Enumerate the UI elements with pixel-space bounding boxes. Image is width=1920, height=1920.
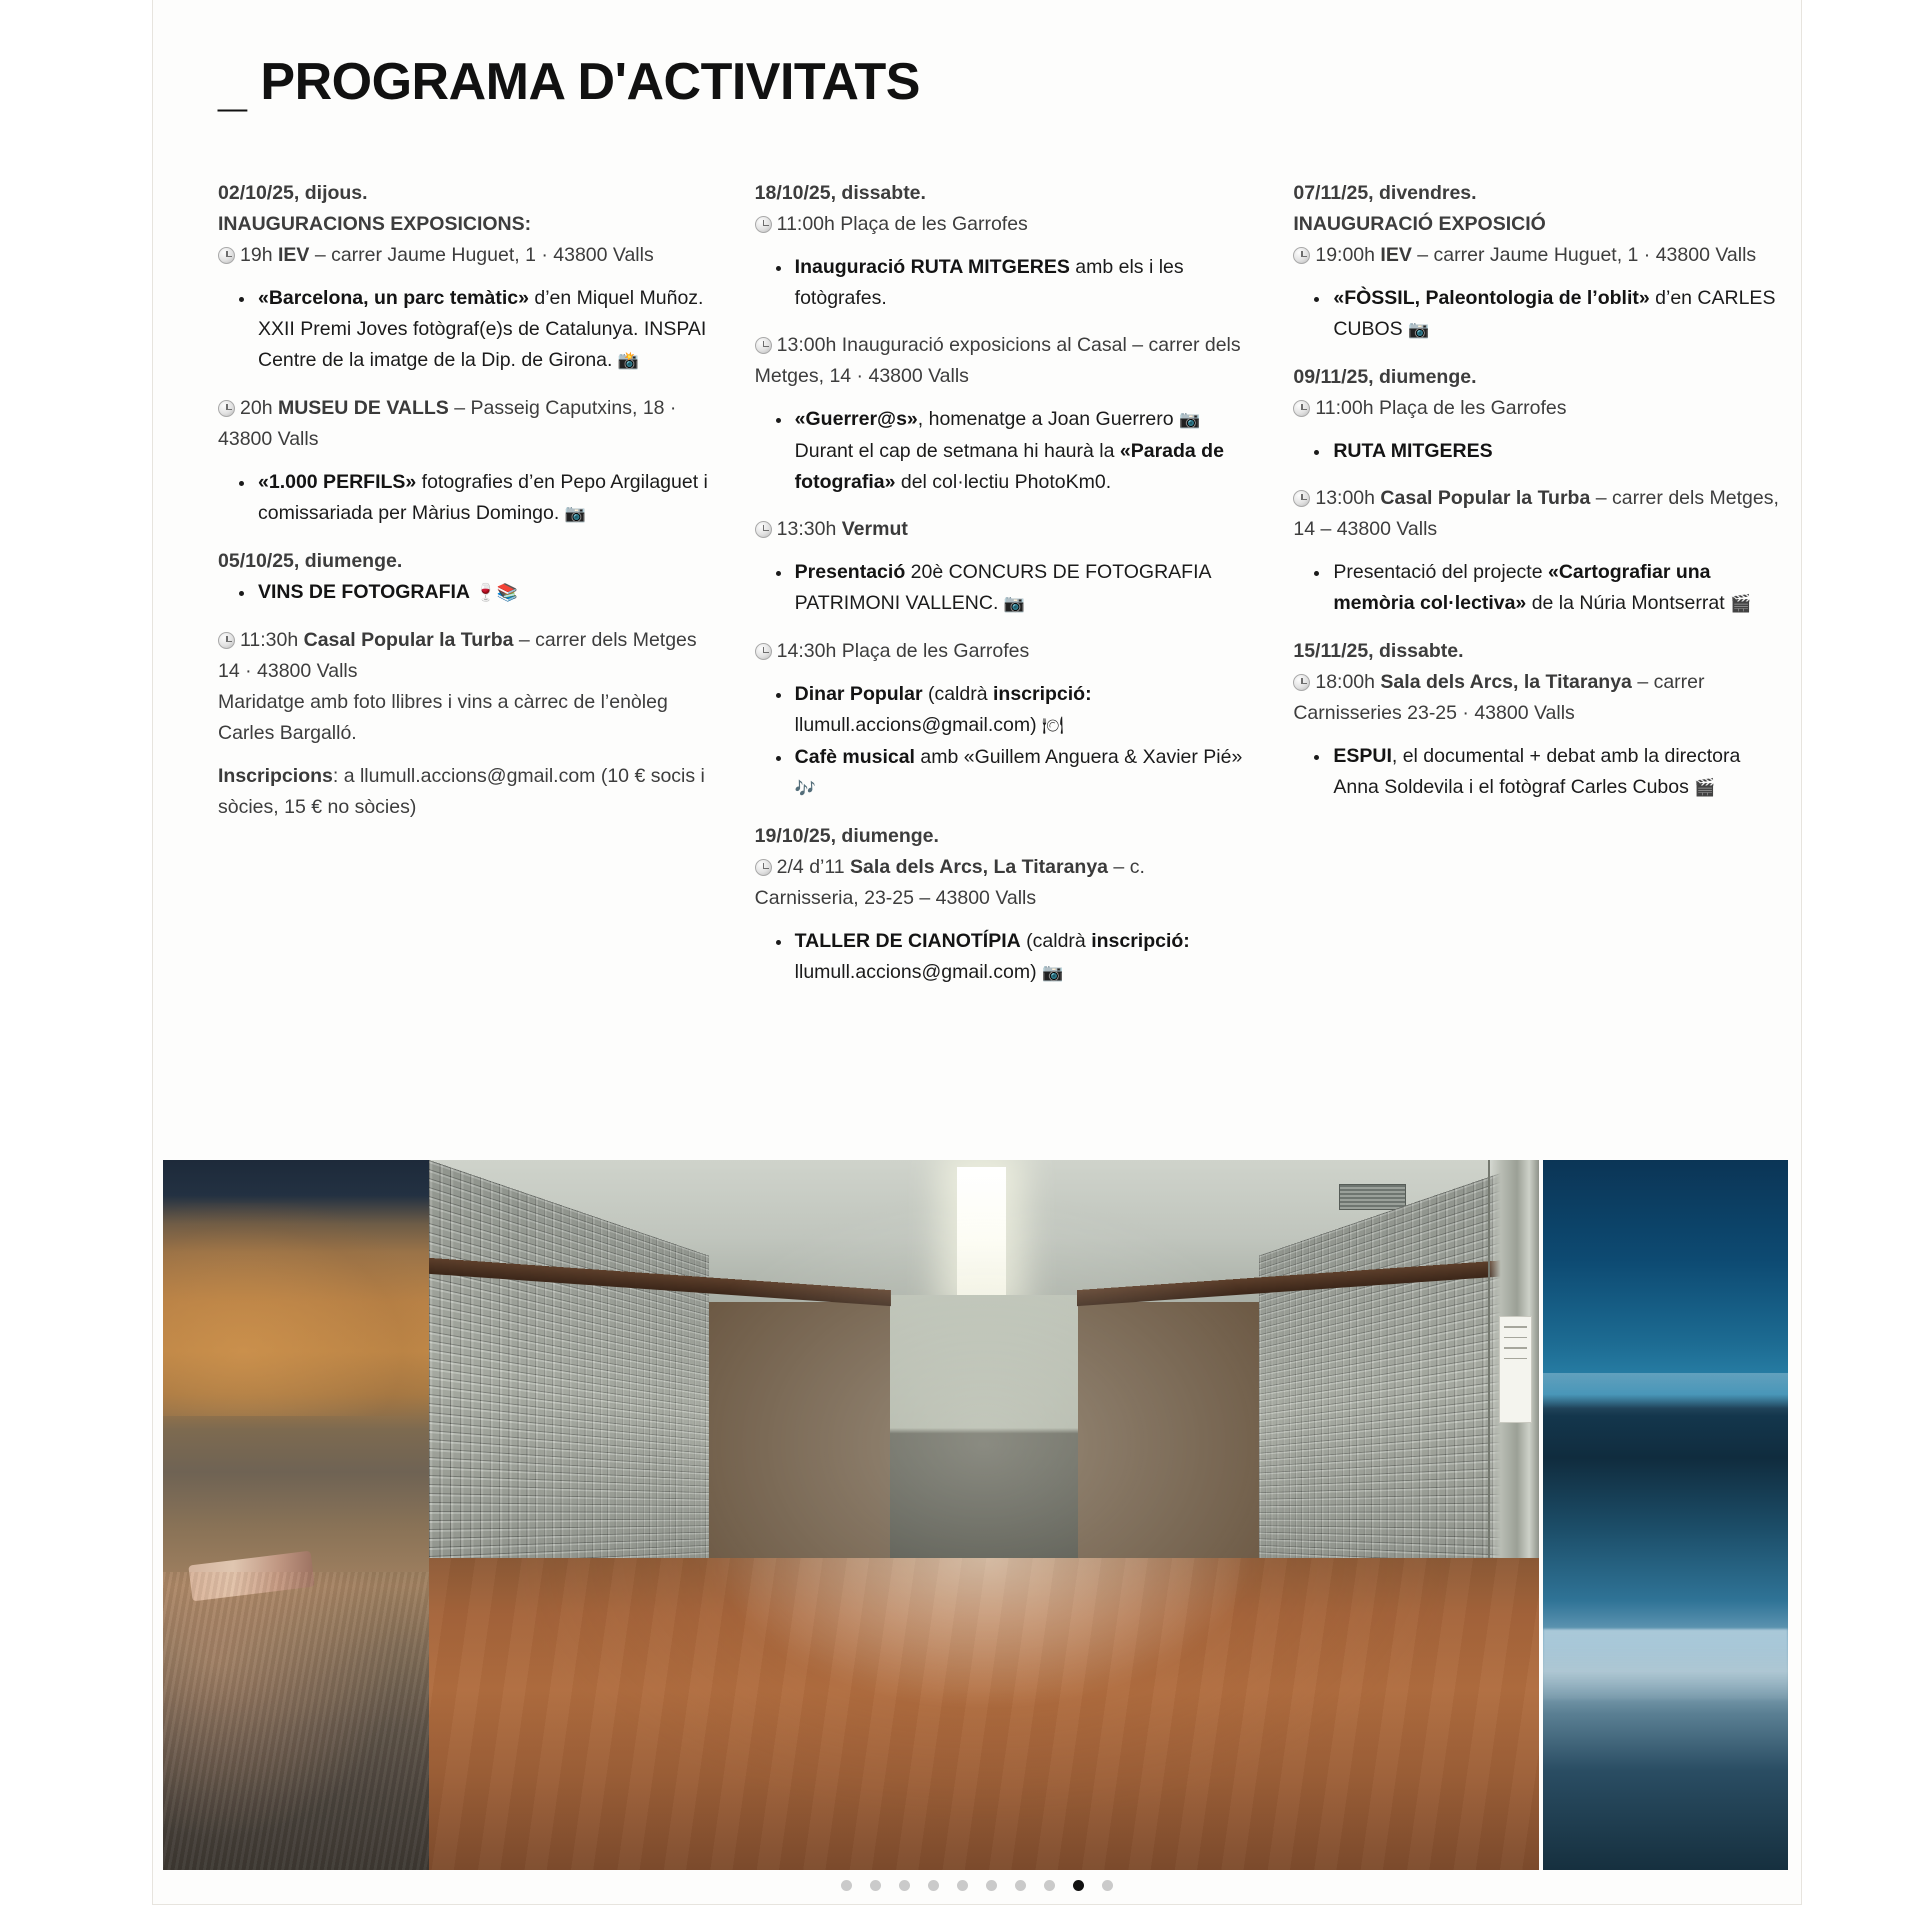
- list-item: [793, 252, 1246, 314]
- carousel-dot-8[interactable]: [1044, 1880, 1055, 1891]
- item-rest: , homenatge a Joan Guerrero: [917, 408, 1180, 430]
- date-heading: 15/11/25, dissabte.: [1293, 640, 1464, 662]
- clock-icon: [755, 216, 772, 233]
- carousel-dot-9[interactable]: [1073, 1880, 1084, 1891]
- clock-icon: [755, 859, 772, 876]
- time-text: 13:00h: [1315, 487, 1375, 509]
- notice-sheet: [1499, 1316, 1531, 1423]
- image-gallery[interactable]: [152, 1160, 1802, 1870]
- venue-rest: – carrer Carnisseries 23-25 · 43800 Valls: [1293, 671, 1705, 724]
- column-3: [1293, 178, 1802, 1005]
- clock-icon: [218, 400, 235, 417]
- item-rest: fotografies d’en Pepo Argilaguet i comissariada per Màrius Domingo.: [258, 471, 708, 524]
- ceiling-light: [957, 1167, 1006, 1298]
- page-title: [218, 52, 920, 117]
- venue-line: [218, 393, 709, 455]
- item-rest2: llumull.accions@gmail.com): [794, 961, 1043, 983]
- bullet-list: [1293, 283, 1784, 346]
- item-extra-tail: del col·lectiu PhotoKm0.: [895, 471, 1112, 493]
- item-rest: , el documental + debat amb la directora Anna Soldevila i el fotògraf Carles Cubos: [1333, 745, 1741, 798]
- item-rest: Presentació del projecte: [1333, 561, 1548, 583]
- item-lead: RUTA MITGERES: [1333, 440, 1493, 462]
- item-rest: d’en CARLES CUBOS: [1333, 287, 1776, 340]
- inscriptions-line: [218, 761, 709, 823]
- carousel-dot-4[interactable]: [928, 1880, 939, 1891]
- bullet-list: [755, 404, 1246, 498]
- venue-rest: – carrer Jaume Huguet, 1 · 43800 Valls: [309, 244, 654, 266]
- time-text: 11:00h: [1315, 397, 1374, 419]
- time-text: 13:30h: [776, 518, 837, 540]
- camera-icon: 📷: [1408, 320, 1430, 340]
- list-item: [1331, 557, 1784, 620]
- time-text: 11:30h: [240, 629, 299, 651]
- venue-line: [218, 240, 709, 271]
- clock-icon: [218, 632, 235, 649]
- item-bold2: inscripció:: [1091, 930, 1190, 952]
- item-rest2: de la Núria Montserrat: [1526, 592, 1731, 614]
- venue-rest: Plaça de les Garrofes: [841, 640, 1030, 662]
- item-bold2: inscripció:: [992, 683, 1092, 705]
- venue-line: [1293, 667, 1784, 729]
- page-content: [152, 0, 1802, 1905]
- item-lead: Cafè musical: [794, 746, 915, 768]
- time-text: 14:30h: [776, 640, 837, 662]
- floor: [429, 1558, 1539, 1870]
- venue-name: IEV: [277, 244, 310, 266]
- item-lead: Inauguració RUTA MITGERES: [794, 256, 1070, 278]
- venue-rest: – carrer Jaume Huguet, 1 · 43800 Valls: [1411, 244, 1757, 266]
- carousel-dot-6[interactable]: [986, 1880, 997, 1891]
- carousel-dot-2[interactable]: [870, 1880, 881, 1891]
- time-text: 20h: [240, 397, 273, 419]
- item-lead: VINS DE FOTOGRAFIA: [258, 581, 470, 603]
- time-text: 19h: [240, 244, 273, 266]
- clock-icon: [1293, 674, 1310, 691]
- carousel-dot-5[interactable]: [957, 1880, 968, 1891]
- item-rest2: llumull.accions@gmail.com): [794, 714, 1043, 736]
- list-item: [793, 557, 1246, 620]
- inscriptions-rest: : a llumull.accions@gmail.com (10 € socis i sòcies, 15 € no sòcies): [218, 765, 705, 818]
- corridor-photo: [429, 1160, 1539, 1870]
- item-extra: Durant el cap de setmana hi haurà la: [794, 440, 1120, 462]
- venue-line: [218, 625, 709, 749]
- list-item: [1331, 436, 1784, 467]
- clock-icon: [1293, 490, 1310, 507]
- bullet-list: [755, 252, 1246, 314]
- item-bold2: «Cartografiar una memòria col·lectiva»: [1333, 561, 1711, 614]
- clock-icon: [1293, 247, 1310, 264]
- venue-line: [1293, 483, 1784, 545]
- venue-rest: Plaça de les Garrofes: [1378, 397, 1567, 419]
- venue-name: Sala dels Arcs, la Titaranya: [1380, 671, 1632, 693]
- column-2: [755, 178, 1264, 1005]
- bullet-list: [218, 577, 709, 609]
- item-rest: (caldrà: [922, 683, 993, 705]
- section-heading: INAUGURACIONS EXPOSICIONS:: [218, 213, 532, 235]
- list-item: [1331, 283, 1784, 346]
- venue-rest: – Passeig Caputxins, 18 · 43800 Valls: [218, 397, 677, 450]
- bullet-list: [1293, 741, 1784, 804]
- venue-rest: Inauguració exposicions al Casal – carrer dels Metges, 14 · 43800 Valls: [754, 334, 1241, 387]
- list-item: [793, 742, 1246, 805]
- list-item: [793, 679, 1246, 742]
- section-heading: INAUGURACIÓ EXPOSICIÓ: [1293, 213, 1546, 235]
- venue-line: [755, 209, 1246, 240]
- clapperboard-icon: 🎬: [1694, 778, 1716, 798]
- wine-books-icon: 🍷📚: [475, 583, 518, 603]
- date-heading: 07/11/25, divendres.: [1293, 182, 1477, 204]
- venue-name: Sala dels Arcs, La Titaranya: [850, 856, 1109, 878]
- towel-shape: [188, 1550, 315, 1600]
- carousel-dots[interactable]: [152, 1880, 1802, 1891]
- venue-name: MUSEU DE VALLS: [277, 397, 449, 419]
- item-lead: TALLER DE CIANOTÍPIA: [794, 930, 1021, 952]
- venue-line: [755, 636, 1246, 667]
- clock-icon: [1293, 400, 1310, 417]
- clock-icon: [755, 337, 772, 354]
- item-lead: «1.000 PERFILS»: [258, 471, 417, 493]
- title-dash: _: [218, 59, 247, 117]
- item-rest: amb els i les fotògrafes.: [794, 256, 1184, 309]
- gallery-image-post-office-boxes-corridor[interactable]: [429, 1160, 1539, 1870]
- date-heading: 02/10/25, dijous.: [218, 182, 368, 204]
- item-lead: Presentació: [794, 561, 906, 583]
- list-item: [256, 283, 709, 377]
- clock-icon: [755, 643, 772, 660]
- gallery-image-beach-dunes-dusk[interactable]: [163, 1160, 431, 1870]
- item-rest: (caldrà: [1020, 930, 1092, 952]
- camera-icon: 📷: [564, 504, 586, 524]
- title-text: PROGRAMA D'ACTIVITATS: [260, 53, 920, 111]
- date-heading: 18/10/25, dissabte.: [754, 182, 926, 204]
- bullet-list: [755, 926, 1246, 989]
- time-text: 19:00h: [1315, 244, 1375, 266]
- bullet-list: [755, 557, 1246, 620]
- time-text: 2/4 d’11: [776, 856, 845, 878]
- item-rest: d’en Miquel Muñoz. XXII Premi Joves fotògraf(e)s de Catalunya. INSPAI Centre de la imatge de la Dip. de Girona.: [258, 287, 707, 371]
- carousel-dot-1[interactable]: [841, 1880, 852, 1891]
- column-1: [218, 178, 727, 1005]
- carousel-dot-10[interactable]: [1102, 1880, 1113, 1891]
- venue-rest: – carrer dels Metges, 14 – 43800 Valls: [1293, 487, 1779, 540]
- bullet-list: [1293, 436, 1784, 467]
- date-heading: 05/10/25, diumenge.: [218, 550, 403, 572]
- venue-line: [1293, 240, 1784, 271]
- meal-icon: 🍽: [1042, 716, 1064, 736]
- inscriptions-label: Inscripcions: [218, 765, 333, 787]
- item-lead: Dinar Popular: [794, 683, 923, 705]
- bullet-list: [1293, 557, 1784, 620]
- item-lead: «Barcelona, un parc temàtic»: [258, 287, 529, 309]
- carousel-dot-7[interactable]: [1015, 1880, 1026, 1891]
- venue-rest: – c. Carnisseria, 23-25 – 43800 Valls: [754, 856, 1145, 909]
- bullet-list: [218, 283, 709, 377]
- venue-rest: Plaça de les Garrofes: [840, 213, 1028, 235]
- date-heading: 09/11/25, diumenge.: [1293, 366, 1477, 388]
- list-item: [793, 404, 1246, 498]
- item-rest: amb «Guillem Anguera & Xavier Pié»: [914, 746, 1243, 768]
- bullet-list: [755, 679, 1246, 805]
- camera-icon: 📷: [1042, 963, 1064, 983]
- venue-name: IEV: [1380, 244, 1412, 266]
- venue-rest: – carrer dels Metges 14 · 43800 Valls Maridatge amb foto llibres i vins a càrrec de l’enòleg Carles Bargalló.: [218, 629, 697, 744]
- bullet-list: [218, 467, 709, 530]
- sea-photo: [1543, 1160, 1788, 1870]
- clock-icon: [218, 247, 235, 264]
- camera-icon: 📸: [617, 351, 640, 371]
- program-columns: [152, 178, 1802, 1005]
- item-extra-bold: «Parada de fotografia»: [794, 440, 1224, 493]
- venue-name: Casal Popular la Turba: [1380, 487, 1591, 509]
- back-wall: [890, 1295, 1079, 1572]
- time-text: 11:00h: [776, 213, 835, 235]
- item-rest: 20è CONCURS DE FOTOGRAFIA PATRIMONI VALLENC.: [794, 561, 1211, 614]
- venue-line: [755, 514, 1246, 545]
- item-lead: ESPUI: [1333, 745, 1392, 767]
- camera-icon: 📷: [1003, 594, 1025, 614]
- carousel-dot-3[interactable]: [899, 1880, 910, 1891]
- venue-name: Casal Popular la Turba: [303, 629, 514, 651]
- music-notes-icon: 🎶: [794, 779, 816, 799]
- list-item: [256, 577, 709, 609]
- time-text: 13:00h: [776, 334, 837, 356]
- beach-photo: [163, 1160, 431, 1870]
- venue-name: Vermut: [841, 518, 908, 540]
- clock-icon: [755, 521, 772, 538]
- clapperboard-icon: 🎬: [1730, 594, 1752, 614]
- venue-line: [755, 852, 1246, 914]
- date-heading: 19/10/25, diumenge.: [754, 825, 939, 847]
- gallery-image-sea-horizon-dusk[interactable]: [1543, 1160, 1788, 1870]
- item-lead: «FÒSSIL, Paleontologia de l’oblit»: [1333, 287, 1650, 309]
- time-text: 18:00h: [1315, 671, 1375, 693]
- list-item: [793, 926, 1246, 989]
- venue-line: [755, 330, 1246, 392]
- camera-icon: 📷: [1179, 410, 1201, 430]
- list-item: [1331, 741, 1784, 804]
- venue-line: [1293, 393, 1784, 424]
- list-item: [256, 467, 709, 530]
- item-lead: «Guerrer@s»: [794, 408, 918, 430]
